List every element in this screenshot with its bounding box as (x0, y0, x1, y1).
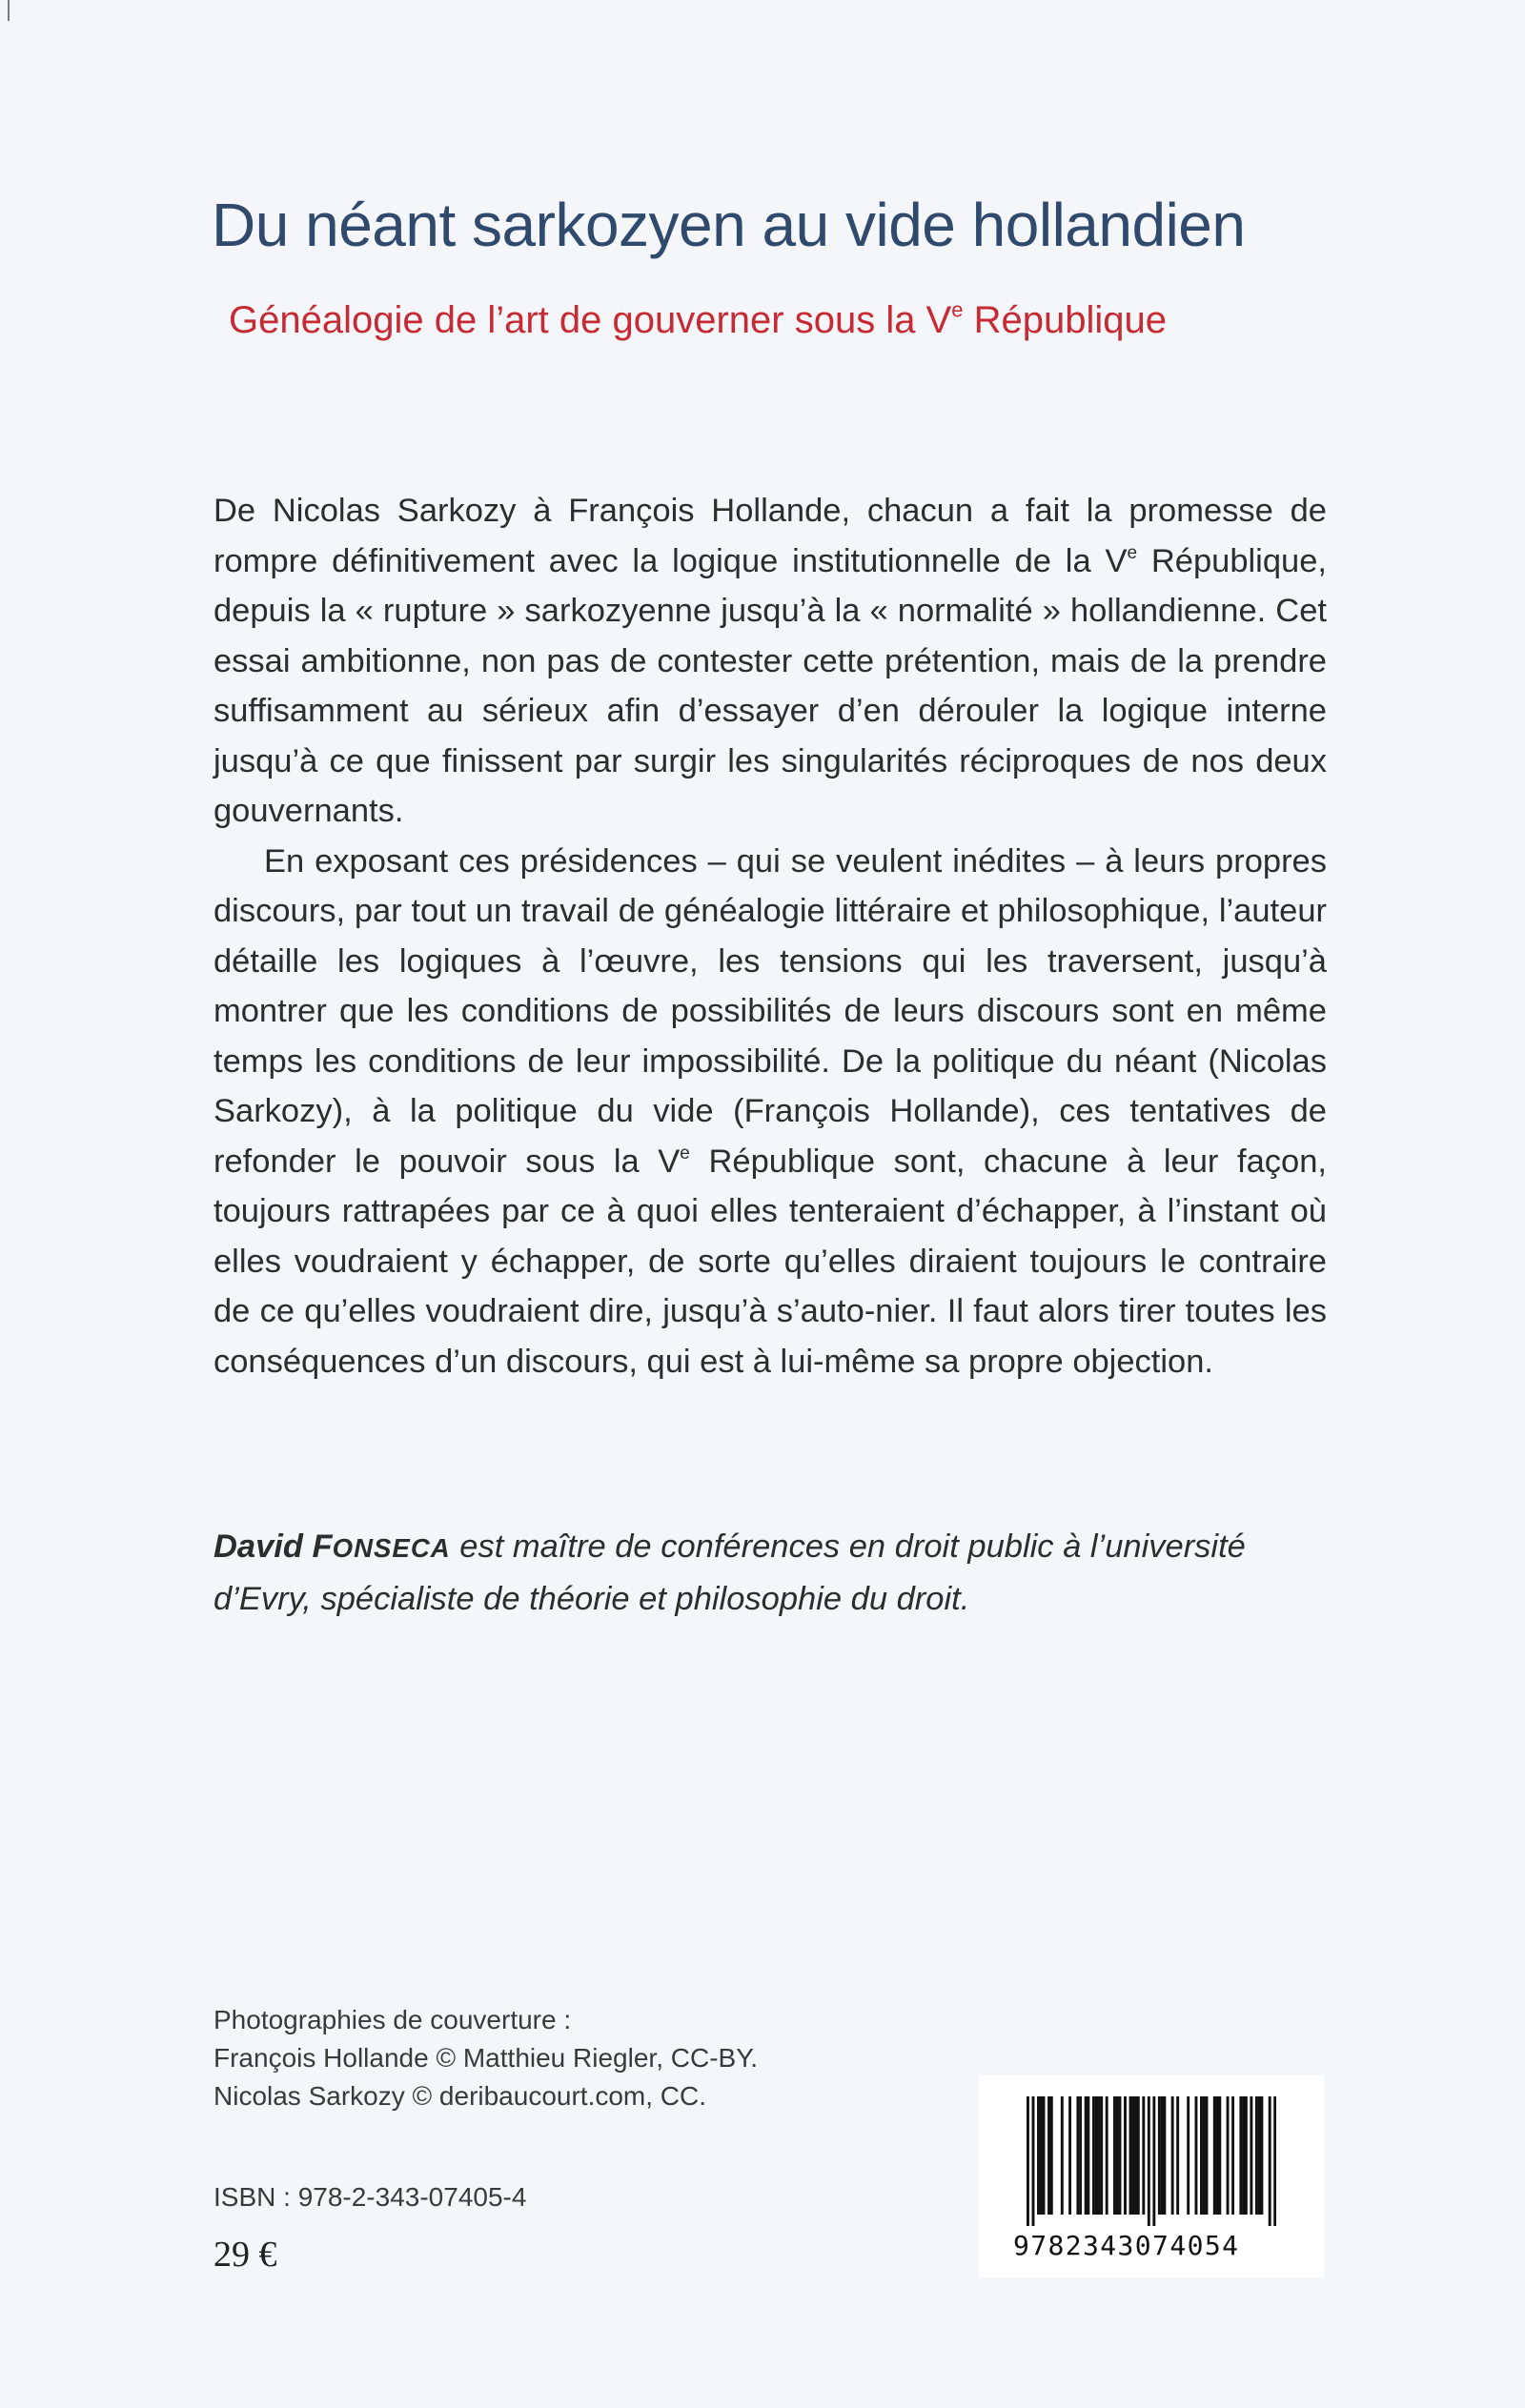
blurb-paragraph-2 (214, 837, 1327, 1387)
barcode-bar (1216, 2096, 1219, 2215)
barcode-bar (1040, 2096, 1043, 2215)
barcode-bar (1255, 2096, 1258, 2215)
barcode-bar (1163, 2096, 1166, 2215)
blurb (214, 486, 1327, 1386)
author-first-name: David (214, 1528, 303, 1565)
barcode-bar (1137, 2096, 1140, 2215)
price: 29 € (214, 2235, 277, 2275)
subtitle-text: Généalogie de l’art de gouverner sous la V (229, 299, 952, 341)
barcode-bar (1158, 2096, 1161, 2215)
barcode-bar (1124, 2096, 1127, 2215)
subtitle-text-end: République (963, 299, 1168, 341)
author-name (214, 1528, 451, 1565)
barcode-bar (1050, 2096, 1053, 2215)
credits-heading: Photographies de couverture : (214, 2005, 572, 2034)
barcode-bar (1218, 2096, 1221, 2215)
photo-credits (214, 2001, 758, 2115)
barcode-digits: 9782343074054 (1013, 2230, 1240, 2261)
credit-line-1: François Hollande © Matthieu Riegler, CC-BY. (214, 2043, 759, 2073)
blurb-p1-text: De Nicolas Sarkozy à François Hollande, chacun a fait la promesse de rompre définitivement avec la logique institutionnelle de la V (214, 493, 1327, 579)
barcode-bar (1187, 2096, 1190, 2215)
barcode-bar (1142, 2096, 1145, 2215)
author-last-initial: F (312, 1528, 333, 1565)
barcode-bar (1100, 2096, 1103, 2215)
blurb-p2-text: En exposant ces présidences – qui se veulent inédites – à leurs propres discours, par tout un travail de généalogie littéraire et philosophique, l’auteur détaille les logiques à l’œuvre, les tensions qui les traversent, jusqu’à montrer que les conditions de possibilités de leurs discours sont en même temps les conditions de leur impossibilité. De la politique du néant (Nicolas Sarkozy), à la politique du vide (François Hollande), ces tentatives de refonder le pouvoir sous la V (214, 842, 1327, 1180)
barcode-bar (1239, 2096, 1242, 2215)
barcode-bar (1131, 2096, 1134, 2215)
book-subtitle (229, 297, 1372, 343)
barcode-bar (1129, 2096, 1132, 2215)
subtitle-superscript: e (951, 297, 964, 322)
barcode-bar (1260, 2096, 1263, 2215)
barcode-bar (1079, 2096, 1082, 2215)
barcode-bar (1085, 2096, 1088, 2215)
barcode-bar (1152, 2096, 1155, 2226)
isbn: ISBN : 978-2-343-07405-4 (214, 2182, 527, 2212)
barcode-bar (1269, 2096, 1271, 2226)
barcode-bar (1087, 2096, 1089, 2215)
author-last-rest: ONSECA (332, 1533, 451, 1563)
barcode-bar (1116, 2096, 1119, 2215)
barcode-bar (1061, 2096, 1064, 2215)
barcode-bar (1032, 2096, 1035, 2226)
book-title: Du néant sarkozyen au vide hollandien (212, 191, 1246, 259)
barcode-bar (1206, 2096, 1209, 2215)
barcode-bars (1027, 2096, 1276, 2226)
blurb-p2-text-end: République sont, chacune à leur façon, toujours rattrapées par ce à quoi elles tenteraient d’échapper, à l’instant où elles voudraient y échapper, de sorte qu’elles diraient toujours le contraire de ce qu’elles voudraient dire, jusqu’à s’auto-nier. Il faut alors tirer toutes les conséquences d’un discours, qui est à lui-même sa propre objection. (214, 1143, 1327, 1380)
barcode-bar (1273, 2096, 1276, 2226)
barcode-bar (1195, 2096, 1198, 2215)
barcode-bar (1176, 2096, 1179, 2215)
barcode-bar (1245, 2096, 1248, 2215)
crop-mark (8, 0, 10, 21)
barcode-bar (1171, 2096, 1174, 2215)
barcode-bar (1119, 2096, 1122, 2215)
barcode-bar (1200, 2096, 1203, 2215)
barcode-bar (1134, 2096, 1137, 2215)
barcode-bar (1231, 2096, 1234, 2215)
credit-line-2: Nicolas Sarkozy © deribaucourt.com, CC. (214, 2081, 707, 2111)
barcode-bar (1092, 2096, 1095, 2215)
barcode-bar (1227, 2096, 1230, 2215)
barcode-bar (1037, 2096, 1040, 2215)
barcode-bar (1076, 2096, 1079, 2215)
barcode (979, 2075, 1324, 2277)
blurb-p2-superscript: e (680, 1143, 690, 1164)
blurb-p1-superscript: e (1127, 542, 1138, 563)
barcode-bar (1258, 2096, 1261, 2215)
barcode-bar (1161, 2096, 1164, 2215)
barcode-bar (1203, 2096, 1206, 2215)
barcode-bar (1106, 2096, 1108, 2215)
barcode-bar (1027, 2096, 1029, 2226)
barcode-bar (1148, 2096, 1150, 2226)
author-bio-text: est maître de conférences en droit public à l’université d’Evry, spécialiste de théorie et philosophie du droit. (214, 1528, 1246, 1617)
barcode-bar (1242, 2096, 1245, 2215)
barcode-bar (1095, 2096, 1098, 2215)
barcode-bar (1097, 2096, 1100, 2215)
barcode-bar (1250, 2096, 1252, 2215)
author-bio (214, 1522, 1327, 1624)
blurb-p1-text-end: République, depuis la « rupture » sarkozyenne jusqu’à la « normalité » hollandienne. Cet essai ambitionne, non pas de contester cette prétention, mais de la prendre suffisamment au sérieux afin d’essayer d’en dérouler la logique interne jusqu’à ce que finissent par surgir les singularités réciproques de nos deux gouvernants. (214, 542, 1327, 829)
barcode-bar (1068, 2096, 1071, 2215)
barcode-bar (1043, 2096, 1046, 2215)
barcode-bar (1047, 2096, 1050, 2215)
blurb-paragraph-1 (214, 486, 1327, 837)
barcode-bar (1213, 2096, 1216, 2215)
barcode-bar (1113, 2096, 1116, 2215)
